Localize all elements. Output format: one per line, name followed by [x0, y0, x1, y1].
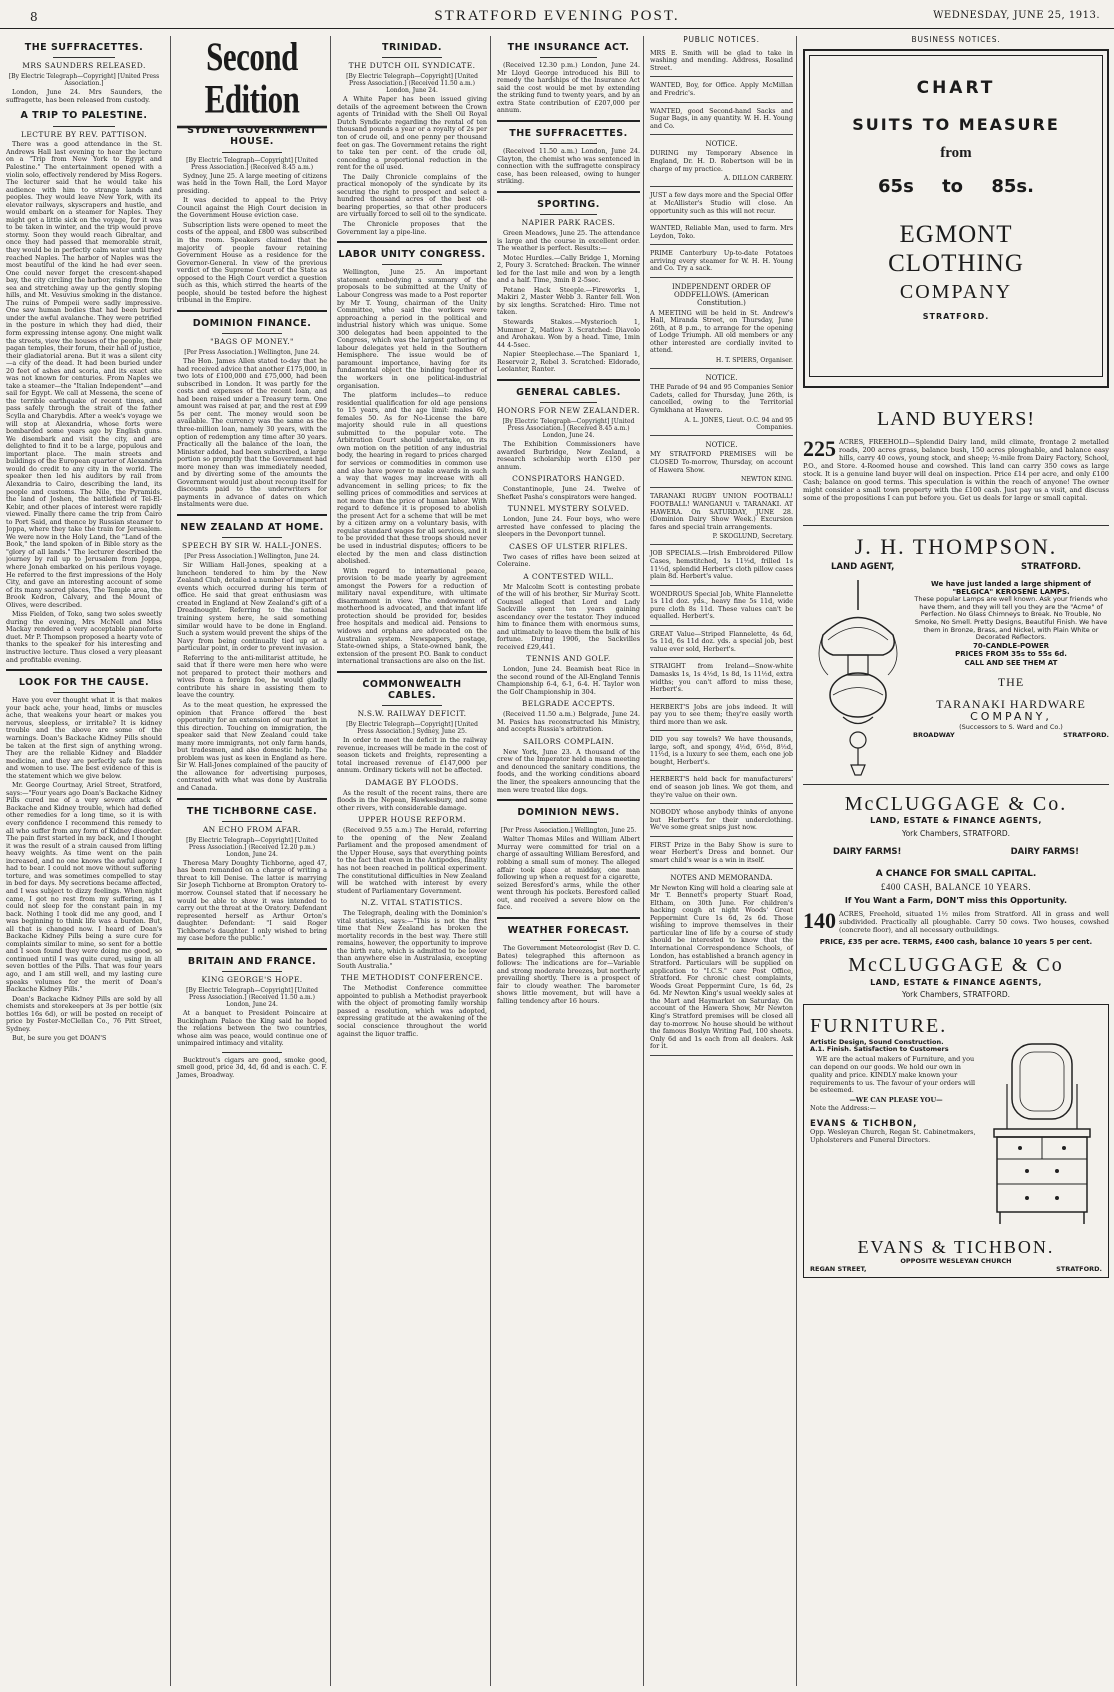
article-text: Subscription lists were opened to meet the costs of the appeal, and £800 was subscribed in the room. Speakers claimed that the majority of people favour retaining Government House as a residence for the Governor-General. In view of the previous verdict of the Supreme Court of the State as opposed to the High Court verdict a question such as this, which stirred the hearts of the people, should be tested before the highest tribunal in the Empire. — [177, 220, 327, 305]
hardware-the: THE — [997, 674, 1025, 689]
wire-credit: [By Electric Telegraph—Copyright] [United Press Association.] (Received 11.50 a.m.) London, June 24. — [186, 986, 318, 1009]
article-text: Doan's Backache Kidney Pills are sold by all chemists and storekeepers at 3s per bottle (six bottles 16s 6d), or will be posted on receipt of price by Foster-McClellan Co., 76 Pitt Street, Sydney. — [6, 994, 162, 1033]
price-to: to — [942, 176, 964, 198]
notice-signature: H. T. SPIERS, Organiser. — [715, 356, 793, 364]
article-text: It was decided to appeal to the Privy Council against the High Court decision in the Government House eviction case. — [177, 196, 327, 220]
notice-title: NOTES AND MEMORANDA. — [670, 874, 773, 883]
divider — [497, 379, 640, 381]
divider — [540, 143, 597, 144]
cash-line: £400 CASH, BALANCE 10 YEARS. — [880, 882, 1032, 893]
notice-text: GREAT Value—Striped Flannelette, 4s 6d, 5s 11d, 6s 11d doz. yds. a special job, best value ever sold, Herbert's. — [650, 629, 793, 653]
mccluggage-address: York Chambers, STRATFORD. — [902, 828, 1010, 838]
notice — [650, 192, 793, 220]
subhead: TUNNEL MYSTERY SOLVED. — [507, 504, 630, 514]
subhead: THE METHODIST CONFERENCE. — [340, 973, 484, 983]
furniture-please: —WE CAN PLEASE YOU— — [849, 1096, 943, 1105]
divider — [222, 537, 282, 538]
notice-signature: P. SKOGLUND, Secretary. — [712, 533, 793, 541]
headline-weather: WEATHER FORECAST. — [507, 924, 630, 936]
subhead: UPPER HOUSE REFORM. — [358, 815, 466, 825]
column-5 — [643, 36, 799, 1686]
article-text: London, June 24. Four boys, who were arrested have confessed to placing the sleepers in the Devonport tunnel. — [497, 515, 640, 539]
lamp-description: These popular Lamps are well known. Ask your friends who have them, and they will tell you they are the "Acme" of Perfection. No Glass Chimneys to Break. No Trouble, No Smoke, No Smell. Pretty Designs, Beautiful Finish. We have them in Bronze, Brass, and Nickel, with Plain White or Decorated Reflectors. — [914, 595, 1108, 642]
masthead — [0, 6, 1114, 29]
divider — [177, 798, 327, 800]
lamp-ad — [803, 580, 1109, 785]
article-text: Napier Steeplechase.—The Spaniard 1, Reservoir 2, Rebel 3. Scratched: Eldorado, Leolanter, Ranter. — [497, 350, 640, 374]
article-text: Motec Hurdles.—Cally Bridge 1, Morning 2, Poury 3. Scratched: Bracken. The winner led for the last mile and won by a length and a half. Time, 3min 8 2-5sec. — [497, 253, 640, 285]
subhead: HONORS FOR NEW ZEALANDER. — [497, 406, 640, 416]
furniture-title: FURNITURE. — [810, 1015, 948, 1038]
divider — [53, 57, 115, 58]
article-text: Walter Thomas Miles and William Albert Murray were committed for trial on a charge of assaulting William Beresford, and robbing a small sum of money. The alleged affair took place at midday, one man following up when a request for a cigarette, seized Beresford's arms, while the other went through his pockets. Beresford called out, and received a severe blow on the face. — [497, 835, 640, 912]
lamp-ad-text — [913, 580, 1109, 780]
lamp-prices: PRICES FROM 35s to 55s 6d. — [955, 650, 1067, 659]
divider — [497, 191, 640, 193]
page-number: 8 — [30, 10, 38, 24]
article-text: The Hon. James Allen stated to-day that he had received advice that another £175,000, in two lots of £100,000 and £75,000, had been subscribed in London. It was partly for the costs and expenses of the recent loan, and had been raised under a Treasury term. One amount was raised at par, and the rest at £99 5s per cent. The money would soon be available. The currency was the same as the three-million loan, namely 30 years, with the option of redemption any time after 30 years. Practically all the balance of the loan, the Minister added, had been subscribed, a large portion so promptly that the Government had more money than was immediately needed, and by diverting some of the amounts the Government would just about recoup itself for discounts paid to the underwriters for payments in advance of dates on which instalments were due. — [177, 357, 327, 509]
evans-town: STRATFORD. — [1056, 1264, 1102, 1273]
article-text: A White Paper has been issued giving details of the agreement between the Crown agents of Trinidad with the Shell Oil Royal Dutch Syndicate regarding the rental of ten thousand pounds a year or a royalty of 2s per ton of crude oil, and one penny per thousand feet on gas. The Government retains the right to take ten per cent. of the crude oil, conceding a proportional reduction in the rent for the oil used. — [337, 95, 487, 172]
divider — [53, 692, 115, 693]
ad-text: from — [940, 144, 972, 161]
divider — [540, 214, 597, 215]
article-text: Miss Fielden, of Toko, sang two soles sweetly during the evening, Mrs McNell and Miss Mackay rendered a very acceptable pianoforte duet. Mr P. Thompson proposed a hearty vote of thanks to the speaker for his interesting and instructive lecture. Thus closed a very pleasant and profitable evening. — [6, 610, 162, 664]
headline-suffragettes-2: THE SUFFRACETTES. — [509, 128, 628, 140]
mccluggage-sub-2: LAND, ESTATE & FINANCE AGENTS, — [870, 977, 1042, 987]
dairy-left: DAIRY FARMS! — [833, 846, 902, 857]
notice-text: FIRST Prize in the Baby Show is sure to wear Herbert's Dress and bonnet. Our smart child's wear is a win in itself. — [650, 840, 793, 864]
article-text: (Received 11.50 a.m.) London, June 24. Clayton, the chemist who was sentenced in connection with the suffragette conspiracy case, has been released, owing to hunger striking. — [497, 147, 640, 186]
hardware-town: STRATFORD. — [1063, 730, 1109, 739]
furniture-tagline-2: A.1. Finish. Satisfaction to Customers — [810, 1045, 949, 1054]
article-text: As the result of the recent rains, there are floods in the Nepean, Hawkesbury, and some other rivers, with considerable damage. — [337, 788, 487, 812]
notice-text: NOBODY whose anybody thinks of anyone but Herbert's for their underclothing. We've some great snips just now. — [650, 808, 793, 832]
notice — [650, 663, 793, 698]
subhead: A CONTESTED WILL. — [523, 571, 614, 581]
furniture-tagline-1: Artistic Design, Sound Construction. — [810, 1037, 944, 1046]
furniture-note: Note the Address:— — [810, 1104, 877, 1113]
headline-nz-home: NEW ZEALAND AT HOME. — [180, 522, 324, 534]
headline-finance: DOMINION FINANCE. — [192, 317, 312, 329]
farm-ad-text: ACRES, Freehold, situated 1½ miles from Stratford. All in grass and well subdivided. Practically all ploughable. Carry 50 cows. Two houses, cowshed (concrete floor), and all necessary outbuildings. — [839, 910, 1109, 935]
hardware-address — [913, 732, 1109, 740]
notice — [650, 493, 793, 545]
article-text: The platform includes—to reduce residential qualification for old age pensions to 15 years, and the age limit: males 60, females 50. As for No-License the bare majority should rule in all questions submitted to the popular vote. The Arbitration Court should undertake, on its own motion on the petition of any industrial body, the hearing in regard to prices charged for services or commodities in common use and also have power to make awards in such a way that wages may increase with all advancement in selling prices; to fix the selling prices of commodities and services at not more than the price of human labor. With regard to defence it is proposed to abolish the present Act for a scheme that will be met by a citizen army on a voluntary basis, with regular standard wages for all services, and it to be provided that these troops should never be used in industrial disputes; officers to be elected by the men and class distinction abolished. — [337, 391, 487, 566]
headline-insurance: THE INSURANCE ACT. — [507, 42, 630, 53]
ad-headline: CHART — [916, 77, 996, 98]
notice-title: INDEPENDENT ORDER OF ODDFELLOWS. (American Constitution.) — [671, 282, 772, 308]
mccluggage-sub: LAND, ESTATE & FINANCE AGENTS, — [870, 816, 1042, 826]
agent-town: STRATFORD. — [1020, 561, 1081, 572]
wire-credit: [By Electric Telegraph—Copyright] [United Press Association.] (Received 8.45 a.m.) — [186, 156, 318, 171]
notice-text: THE Parade of 94 and 95 Companies Senior Cadets, called for Thursday, June 26th, is cancelled, owing to the Territorial Gymkhana at Hawera. — [650, 383, 793, 415]
furniture-ad — [803, 1004, 1109, 1278]
evans-street-line — [810, 1266, 1102, 1274]
land-buyers-headline: LAND BUYERS! — [876, 407, 1036, 430]
divider — [222, 333, 282, 334]
article-text: Stewards Stakes.—Mysterioch 1, Mummer 2, Matlow 3. Scratched: Diavolo and Arohakau. Won by a head. Time, 1min 44 4-5sec. — [497, 318, 640, 349]
divider — [53, 126, 115, 127]
divider — [497, 799, 640, 801]
notice-text: A MEETING will be held in St. Andrew's Hall, Miranda Street, on Thursday, June 26th, at 8 p.m., to arrange for the opening of Lodge Triumph. All old members or any other interested are cordially invited to attend. — [650, 308, 793, 355]
thompson-name: J. H. THOMPSON. — [803, 525, 1109, 560]
notice — [650, 591, 793, 626]
notice-text: STRAIGHT from Ireland—Snow-white Damasks 1s, 1s 4½d, 1s 8d, 1s 11½d, extra widths; you can't afford to miss these, Herbert's. — [650, 662, 793, 694]
kerosene-lamp-icon — [803, 580, 913, 780]
wire-credit: [By Electric Telegraph—Copyright] [United Press Association.] (Received 12.20 p.m.) London, June 24. — [186, 836, 318, 858]
mccluggage-name-2: McCLUGGAGE & Co — [848, 954, 1064, 977]
article-text: (Received 12.30 p.m.) London, June 24. Mr Lloyd George introduced his Bill to remedy the hardships of the Insurance Act said the cost would be met by extending the striking fund to twenty years, and by an extra State contribution of £207,000 per annum. — [497, 61, 640, 115]
headline-dominion-news: DOMINION NEWS. — [517, 807, 620, 819]
wire-credit: [Per Press Association.] Wellington, June 24. — [184, 349, 320, 356]
mccluggage-address-2: York Chambers, STRATFORD. — [902, 990, 1010, 1000]
headline-tichborne: THE TICHBORNE CASE. — [186, 805, 318, 817]
divider — [540, 940, 597, 941]
notice-text: JOB SPECIALS.—Irish Embroidered Pillow Cases, hemstitched, 1s 11½d, frilled 1s 11½d, splendid Herbert's cloth pillow cases plain 8d. Herbert's value. — [650, 549, 793, 581]
column-3 — [330, 36, 493, 1686]
notice — [650, 140, 793, 187]
notice-text: PRIME Canterbury Up-to-date Potatoes arriving every steamer for W. H. H. Young and Co. Try a sack. — [650, 249, 793, 273]
evans-street: REGAN STREET, — [810, 1264, 867, 1273]
subhead: NAPIER PARK RACES. — [521, 218, 616, 228]
headline-sporting: SPORTING. — [537, 198, 600, 210]
notice — [650, 874, 793, 1055]
dairy-right: DAIRY FARMS! — [1010, 846, 1079, 857]
hardware-street: BROADWAY — [913, 730, 955, 739]
article-text: But, be sure you get DOAN'S — [12, 1034, 107, 1043]
notice-title: NOTICE. — [705, 140, 738, 149]
divider — [382, 705, 442, 706]
notice — [650, 441, 793, 488]
article-text: With regard to international peace, provision to be made yearly by agreement amongst the Powers for a reduction of military naval expenditure, with ultimate disarmament in view. The endowment of motherhood is advocated, and that infant life protection should be provided for, besides free hospitals and medical aid. Pensions to widows and orphans are advocated on the Australian system. Newspapers, postage, State-owned ships, a State-owned bank, the extension of the present P.O. Bank to conduct international transactions are also on the list. — [337, 566, 487, 666]
notice-signature: A. DILLON CARBERY. — [723, 175, 793, 183]
divider — [222, 1052, 282, 1053]
ad-tagline: SUITS TO MEASURE — [852, 114, 1060, 134]
notice — [650, 82, 793, 102]
dressing-table-icon — [982, 1039, 1102, 1229]
article-text: Green Meadows, June 25. The attendance is large and the course in excellent order. The weather is perfect. Results:— — [497, 229, 640, 253]
article-text: Theresa Mary Doughty Tichborne, aged 47, has been remanded on a charge of writing a threat to kill Denise. The latter is marrying Sir Joseph Tichborne at Brompton Oratory to-morrow. Counsel stated that if necessary he would be able to show it was intended to carry out the threat at the Oratory. Defendant represented herself as Arthur Orton's daughter. Defendant: "I said Roger Tichborne's daughter. I only wished to bring my case before the public." — [177, 858, 327, 943]
article-text: Petane Hack Steeple.—Fireworks 1, Makiri 2, Master Webb 3. Ranter fell. Won by six lengths. Scratched: Hiro. Time not taken. — [497, 285, 640, 317]
article-text: The Methodist Conference committee appointed to publish a Methodist prayerbook with the object of promoting family worship passed a resolution, which was adopted, expressing gratitude at the awakening of the social conscience throughout the world against the liquor traffic. — [337, 984, 487, 1038]
divider — [497, 917, 640, 919]
notice-signature: NEWTON KING. — [740, 476, 793, 484]
headline-palestine: A TRIP TO PALESTINE. — [20, 110, 148, 122]
acreage: 225 — [803, 436, 836, 462]
article-text: London, June 24. Beamish beat Rice in the second round of the All-England Tennis Championship 6-4, 6-1, 6-4. H. Taylor won the Golf Championship in 304. — [497, 665, 640, 696]
subhead: SAILORS COMPLAIN. — [522, 736, 615, 746]
agent-title: LAND AGENT, — [831, 561, 895, 572]
subhead: TENNIS AND GOLF. — [526, 654, 611, 664]
headline-government-house: SYDNEY GOVERNMENT HOUSE. — [187, 125, 317, 148]
notice-text: Mr Newton King will hold a clearing sale at Mr T. Bennett's property Stuart Road, Eltham, on 30th June. For children's hacking cough at night Woods' Great Peppermint Cure 1s 6d, 2s 6d. Those wishing to improve themselves in their particular line of life by a course of study should be interested to know that the International Correspondence Schools, of London, has established a branch agency in Stratford. Particulars will be supplied on application to "I.C.S." care Post Office, Stratford. For chronic chest complaints, Woods Great Peppermint Cure, 1s 6d, 2s 6d. Mr Newton King's usual weekly sales at the Mart and Haymarket on Saturday. On account of the Hawera Show, Mr Newton King's Stratford premises will be closed all day to-morrow. No house should be without the famous Boslyn Writing Pad, 100 sheets. Only 6d and 1s each from all dealers. Ask for it. — [650, 883, 793, 1051]
notice — [650, 736, 793, 771]
land-ad-text: ACRES, FREEHOLD—Splendid Dairy land, mild climate, frontage 2 metalled roads, 200 acres grass, balance bush, 150 acres ploughable, and balance easy hills, carry 40 cows, young stock, and sheep; ½-mile from Dairy Factory, School, P.O., and Store. 4-Roomed house and cowshed. This land can carry 350 cows as large stock. It is a genuine land buyer will deal on inspection. Price £14 per acre, and only £100 Cash; balance on good terms. This speculation is within the reach of anyone! The owner might consider a small town property with the £100 cash. Just pay us a visit, and discuss some of the propositions I can put before you. Get us deals for large or small capital. — [803, 438, 1109, 502]
price-low: 65s — [878, 176, 914, 198]
subhead: MRS SAUNDERS RELEASED. — [22, 61, 146, 71]
article-text: Wellington, June 25. An important statement embodying a summary of the proposals to be submitted at the Unity of Labour Congress was made to a Post reporter by Mr T. Young, chairman of the Unity Committee, who said the workers were approaching a period in the political and industrial history which was unique. Some 300 delegates had been appointed to the Congress, which was the largest gathering of labour delegates yet held in the Southern Hemisphere. The issue would be of paramount importance, having for its fundamental object the binding together of the workers in one political-industrial organisation. — [337, 268, 487, 390]
hardware-company: COMPANY, — [970, 710, 1052, 724]
article-text: The Daily Chronicle complains of the practical monopoly of the syndicate by its securing the right to prospect and select a hundred thousand acres of the best oil-bearing properties, so that other producers are virtually forced to sell oil to the syndicate. — [337, 172, 487, 219]
headline-commonwealth: COMMONWEALTH CABLES. — [362, 678, 462, 701]
column-4 — [490, 36, 646, 1686]
article-text: London, June 24. Mrs Saunders, the suffragette, has been released from custody. — [6, 88, 162, 104]
divider — [540, 57, 597, 58]
wire-credit: [By Electric Telegraph—Copyright] [United Press Association.] (Received 8.45 a.m.) London, June 24. — [502, 417, 635, 440]
hardware-successors: (Successors to S. Ward and Co.) — [959, 723, 1063, 732]
divider — [177, 948, 327, 950]
subhead: DAMAGE BY FLOODS. — [365, 777, 459, 787]
column-6 — [796, 36, 1114, 1686]
article-text: Referring to the anti-militarist attitude, he said that if there were men here who were not prepared to protect their mothers and wives from a foreign foe, he would gladly contribute his share in assisting them to leave the country. — [177, 653, 327, 700]
notice-text: WONDROUS Special Job, White Flannelette 1s 11d doz. yds., heavy fine 5s 11d, wide pure cloth 8s 11d. These values can't be equalled. Herbert's. — [650, 589, 793, 621]
lamp-call: CALL AND SEE THEM AT — [964, 658, 1058, 667]
article-text: In order to meet the deficit in the railway revenue, increases will be made in the cost of season tickets and freights, representing a total increased revenue of £147,000 per annum. Ordinary tickets will not be affected. — [337, 736, 487, 775]
hardware-name: TARANAKI HARDWARE — [936, 697, 1086, 711]
ad-company: EGMONT CLOTHING — [888, 220, 1024, 278]
divider — [540, 402, 597, 403]
land-ad — [803, 436, 1109, 502]
subhead: KING GEORGE'S HOPE. — [201, 975, 303, 985]
article-text: (Received 9.55 a.m.) The Herald, referring to the opening of the New Zealand Parliament and the proposed amendment of the Upper House, says that everything points to the fact that even in the Antipodes, finality has not been reached in political experiment. The constitutional difficulties in New Zealand will be watched with interest by every student of Parliamentary Government. — [337, 826, 487, 895]
notice — [650, 225, 793, 245]
furniture-text: WE are the actual makers of Furniture, and you can depend on our goods. We hold our own in quality and price. KINDLY make known your requirements to us. The favour of your orders will be esteemed. — [810, 1055, 976, 1095]
subhead: SPEECH BY SIR W. HALL-JONES. — [182, 541, 322, 551]
notice-text: DURING my Temporary Absence in England, Dr. H. D. Robertson will be in charge of my practice. — [650, 149, 793, 173]
agent-line — [803, 560, 1109, 574]
ad-price-range — [810, 176, 1102, 197]
divider — [222, 152, 282, 153]
wire-credit: [Per Press Association.] Wellington, June 25. — [500, 827, 637, 835]
headline-suffragettes: THE SUFFRACETTES. — [24, 42, 144, 53]
lamp-power: 70-CANDLE-POWER — [973, 642, 1049, 651]
article-text: The Telegraph, dealing with the Dominion's vital statistics, says:—"This is not the first time that New Zealand has broken the mortality records in the best way. There still remains, however, the opportunity to improve the birth rate, which is admitted to be lower than anywhere else in Australasia, excepting South Australia." — [337, 909, 487, 970]
notice — [650, 374, 793, 436]
headline-britain-france: BRITAIN AND FRANCE. — [187, 955, 317, 967]
divider — [337, 241, 487, 243]
divider — [222, 971, 282, 972]
notice-text: HERBERT'S held back for manufacturers' end of season job lines. We got them, and they're value on their own. — [650, 775, 793, 799]
advert-text: Bucktrout's cigars are good, smoke good, smell good, price 3d, 4d, 6d and is each. C. F. James, Broadway. — [177, 1055, 327, 1079]
notice-text: WANTED, good Second-hand Sacks and Sugar Bags, in any quantity. W. H. H. Young and Co. — [650, 106, 793, 130]
divider — [382, 264, 442, 265]
column-1 — [6, 36, 168, 1686]
notice-text: DID you say towels? We have thousands, large, soft, and spongy, 4½d, 6½d, 8½d, 11½d, is a luxury to see them, each one job bought, Herbert's. — [650, 735, 793, 766]
subhead: LECTURE BY REV. PATTISON. — [21, 129, 147, 139]
article-text: Sir William Hall-Jones, speaking at a luncheon tendered to him by the New Zealand Club, detailed a number of important events which occurred during his term of office. He said that great enthusiasm was created in England at New Zealand's gift of a Dreadnought. Referring to the national training system here, he said something similar would have to be done in England. Such a system would prevent the ships of the Navy from being continually tied up at a particular point, in order to prevent invasion. — [177, 561, 327, 653]
notice-text: MY STRATFORD PREMISES will be CLOSED To-morrow, Thursday, on account of Hawera Show. — [650, 450, 793, 474]
section-label: BUSINESS NOTICES. — [911, 36, 1001, 44]
notice — [650, 704, 793, 732]
chart-clothing-ad — [803, 49, 1109, 388]
subhead: N.Z. VITAL STATISTICS. — [361, 898, 463, 908]
notice — [650, 809, 793, 837]
article-text: (Received 11.50 a.m.) Belgrade, June 24. M. Pasics has reconstructed his Ministry, and accepts Russia's arbitration. — [497, 710, 640, 734]
evans-name: EVANS & TICHBON, — [810, 1118, 918, 1129]
subhead: AN ECHO FROM AFAR. — [202, 824, 302, 834]
subhead: THE DUTCH OIL SYNDICATE. — [348, 61, 476, 71]
article-text: Mr Malcolm Scott is contesting probate of the will of his brother, Sir Murray Scott. Counsel alleged that Lord and Lady Sackville spent ten years gaining ascendancy over the testator. They induced him to finance them with enormous sums, and ultimately to leave them the bulk of his fortune. During 1906, the Sackvilles received £29,441. — [497, 582, 640, 651]
article-text: There was a good attendance in the St. Andrews Hall last evening to hear the lecture on a "Trip from New York to Egypt and Palestine." The entertainment opened with a violin solo, effectively rendered by Miss Rogers. The lecturer said that he would take his audience with him to strange lands and peoples. They would leave New York, with its elevator railways, skyscrapers and hustle, and would embark on a steamer for Naples. They might get a little sick on the voyage, for it was to be taken in winter, and the trip would prove stormy. Soon they would reach Gibraltar, and once they had passed that memorable strait, they would be in perfectly calm water until they reached Naples. The harbor of Naples was the most beautiful of the kind he had ever seen. One could never forget the crescent-shaped bay, the city circling the harbor, rising from the sea and stretching away up the gently sloping hills, and Mt. Vesuvius smoking in the distance. The ruins of Pompeii were sadly impressive. One saw human bodies that had been buried under the awful avalanche. They were petrified in the posture in which they had died, their form expressing intense agony. One might walk the streets, view the houses of the people, their pagan temples, their forum, their hall of justice, their gladiatorial arena. But it was a silent city—a city of the dead. It had been buried under 20 feet of ashes and scoria, and its exact site was not known for centuries. From Naples we take a steamer—the "Italian Independent"—and sail for Egypt. We call at Messena, the scene of the terrible earthquake of recent times, and pass safely through the strait of the father Scylla and Charybdis. After a week's voyage we will stop at Alexandria, whose forts were bombarded some years ago by English guns. We disembark and visit the city, and are delighted to find it to be a large, populous and important place. The main streets and buildings of the European quarter of Alexandria would do credit to any city in the world. The speaker then led his auditors by rail from Alexandria to Cairo, describing the land, its people and customs. The Nile, the Pyramids, the land of Joshen, the battlefield of Tel-El-Kebir, and other places of interest were rapidly viewed. Finally there came the trip from Cairo to Port Said, and thence by Russian steamer to Joppa, where they take the train for Jerusalem. We were now in the Holy Land, the "Land of the Book," the land spoken of in Bible story as the "glory of all lands." The lecturer described the journey by rail up to Jerusalem from Joppa, where Jonah embarked on his perilous voyage. He referred to the first impressions of the Holy City, and gave an interesting account of some of its many sacred places, The Temple area, the Brook Kedron, Calvary, and the Mount of Olives, were described. — [6, 140, 163, 609]
divider — [540, 822, 597, 823]
dairy-farms-line — [803, 843, 1109, 861]
section-label: PUBLIC NOTICES. — [683, 36, 760, 44]
want-farm-line: If You Want a Farm, DON'T miss this Opportunity. — [844, 895, 1068, 905]
article-text: Two cases of rifles have been seized at Coleraine. — [497, 552, 640, 569]
notice-title: NOTICE. — [705, 374, 738, 383]
notice — [650, 108, 793, 136]
subhead: CASES OF ULSTER RIFLES. — [509, 541, 628, 551]
divider — [337, 671, 487, 673]
subhead: CONSPIRATORS HANGED. — [512, 474, 625, 484]
chance-headline: A CHANCE FOR SMALL CAPITAL. — [875, 868, 1037, 879]
notice-text: MRS E. Smith will be glad to take in washing and mending. Address, Rosalind Street. — [650, 48, 793, 72]
headline-trinidad: TRINIDAD. — [381, 42, 443, 53]
divider — [6, 669, 162, 671]
notice — [650, 842, 793, 870]
wire-credit: [By Electric Telegraph—Copyright] [United Press Association.] — [8, 73, 160, 88]
second-edition-banner: Second Edition — [177, 36, 327, 128]
lamp-intro: We have just landed a large shipment of — [931, 579, 1091, 588]
divider — [177, 310, 327, 312]
notice — [650, 250, 793, 278]
notice-text: JUST a few days more and the Special Offer at McAllister's Studio will close. An opportunity such as this will not recur. — [650, 191, 793, 215]
ad-location: STRATFORD. — [922, 312, 990, 322]
acreage: 140 — [803, 908, 836, 934]
article-text: The Chronicle proposes that the Government lay a pipe-line. — [337, 220, 487, 236]
column-2 — [170, 36, 333, 1686]
notice — [650, 550, 793, 585]
article-text: The Exhibition Commissioners have awarded Burbridge, New Zealand, a research scholarship worth £150 per annum. — [497, 440, 640, 471]
notice-text: WANTED, Reliable Man, used to farm. Mrs Leydon, Toko. — [650, 224, 793, 240]
article-text: At a banquet to President Poincaire at Buckingham Palace the King said he hoped the relations between the two countries, whose aim was peace, would continue one of unimpaired intimacy and vitality. — [177, 1009, 327, 1048]
article-text: Constantinople, June 24. Twelve of Shefket Pasha's conspirators were hanged. — [497, 485, 640, 501]
article-text: New York, June 23. A thousand of the crew of the Imperator held a mass meeting and denounced the sanitary conditions, the foods, and the working conditions aboard the liner, the speakers announcing that the men were treated like dogs. — [497, 747, 640, 794]
notice — [650, 283, 793, 369]
mccluggage-name: McCLUGGAGE & Co. — [844, 792, 1068, 815]
article-text: As to the meat question, he expressed the opinion that France offered the best opportunity for an extension of our market in this direction. Touching on immigration, the speaker said that New Zealand could take many more immigrants, not only farm hands, but tradesmen, and also domestic help. The problem was just as keen in England as here. Sir W. Hall-Jones complained of the paucity of the allowance for advertising purposes, contrasted with what was done by Australia and Canada. — [177, 700, 327, 792]
notice-text: WANTED, Boy, for Office. Apply McMillan and Fredric's. — [650, 81, 793, 98]
notice — [650, 50, 793, 78]
price-high: 85s. — [991, 176, 1034, 198]
wire-credit: [By Electric Telegraph—Copyright] [United Press Association.] (Received 11.50 a.m.) London, June 24. — [346, 73, 478, 95]
notice — [650, 631, 793, 659]
divider — [177, 514, 327, 516]
farm-price: PRICE, £35 per acre. TERMS, £400 cash, balance 10 years 5 per cent. — [819, 937, 1093, 946]
notice-signature: A. L. JONES, Lieut. O.C. 94 and 95 Companies. — [684, 416, 793, 431]
newspaper-title: STRATFORD EVENING POST. — [434, 8, 680, 24]
notice — [650, 776, 793, 804]
article-text: Sydney, June 25. A large meeting of citizens was held in the Town Hall, the Lord Mayor presiding. — [177, 171, 327, 195]
wire-credit: [Per Press Association.] Wellington, June 24. — [184, 553, 320, 561]
evans-opposite: OPPOSITE WESLEYAN CHURCH — [900, 1256, 1012, 1265]
notice-title: NOTICE. — [705, 441, 738, 450]
ad-company: COMPANY — [899, 280, 1013, 303]
evans-big-name: EVANS & TICHBON. — [857, 1236, 1055, 1257]
divider — [497, 120, 640, 122]
headline-labor: LABOR UNITY CONGRESS. — [338, 249, 486, 261]
article-text: The Government Meteorologist (Rev D. C. Bates) telegraphed this afternoon as follows: The indications are for—Variable and strong moderate breezes, but northerly prevailing shortly. There is a prospect of fair to cloudy weather. The barometer shows little movement, but will have a falling tendency after 16 hours. — [497, 944, 640, 1005]
subhead: "BAGS OF MONEY." — [210, 337, 294, 347]
subhead: N.S.W. RAILWAY DEFICIT. — [357, 709, 467, 719]
issue-date: WEDNESDAY, JUNE 25, 1913. — [933, 10, 1100, 21]
headline-cause: LOOK FOR THE CAUSE. — [18, 677, 150, 689]
wire-credit: [By Electric Telegraph—Copyright] [United Press Association.] Sydney, June 25. — [346, 721, 478, 736]
headline-general-cables: GENERAL CABLES. — [516, 386, 621, 398]
farm-ad — [803, 908, 1109, 935]
lamp-name: "BELGICA" KEROSENE LAMPS. — [952, 587, 1070, 596]
article-text: Mr. George Courtnay, Ariel Street, Stratford, says:—"Four years ago Doan's Backache Kidney Pills cured me of a very severe attack of Backache and Kidney trouble, which had defied other remedies for a long time, so it is with every confidence I recommend this remedy to all who suffer from any form of Kidney disorder. The pain first started in my back, and I thought it was the result of a strain caused from lifting heavy weights. As time went on the pain increased, and no one knows the awful agony I had to bear. I could not move without suffering torture, and was sometimes compelled to stay in bed for days. My secretions became affected, and I was subject to dizzy feelings. When night came, I got no rest from my suffering, as I could not sleep for the constant pain in my back. Nothing I took did me any good, and I was beginning to think life was a burden. But, all that is changed now. I heard of Doan's Backache Kidney Pills being a sure cure for complaints similar to mine, so sent for a bottle and I soon found they were doing me good, so continued until I was quite cured, using in all seven bottles of the Pills. That was four years ago, and I am still well, and my lasting cure speaks volumes for the merit of Doan's Backache Kidney Pills." — [6, 781, 162, 994]
notice-text: HERBERT'S Jobs are jobs indeed. It will pay you to see them; they're easily worth third more than we ask. — [650, 702, 793, 726]
subhead: BELGRADE ACCEPTS. — [521, 699, 616, 709]
article-text: Have you ever thought what it is that makes your back ache, your head, limbs or muscles ache, that weakens your heart or makes you nervous, sleepless, or irritable? It is kidney trouble and the above are some of the warnings. Doan's Backache Kidney Pills should be taken at the first sign of anything wrong. They are the reliable Kidney and Bladder medicine, and they are perfectly safe for men and women to use. The best evidence of this is the statement which we give below. — [6, 696, 162, 780]
divider — [222, 821, 282, 822]
divider — [382, 57, 442, 58]
notice-text: TARANAKI RUGBY UNION FOOTBALL! FOOTBALL! WANGANUI v. TARANAKI. AT HAWERA. On SATURDAY, JUNE 28. (Dominion Dairy Show Week.) Excursion fares and special train arrangements. — [650, 492, 793, 531]
evans-address: Opp. Wesleyan Church, Regan St. Cabinetmakers, Upholsterers and Funeral Directors. — [810, 1128, 976, 1144]
